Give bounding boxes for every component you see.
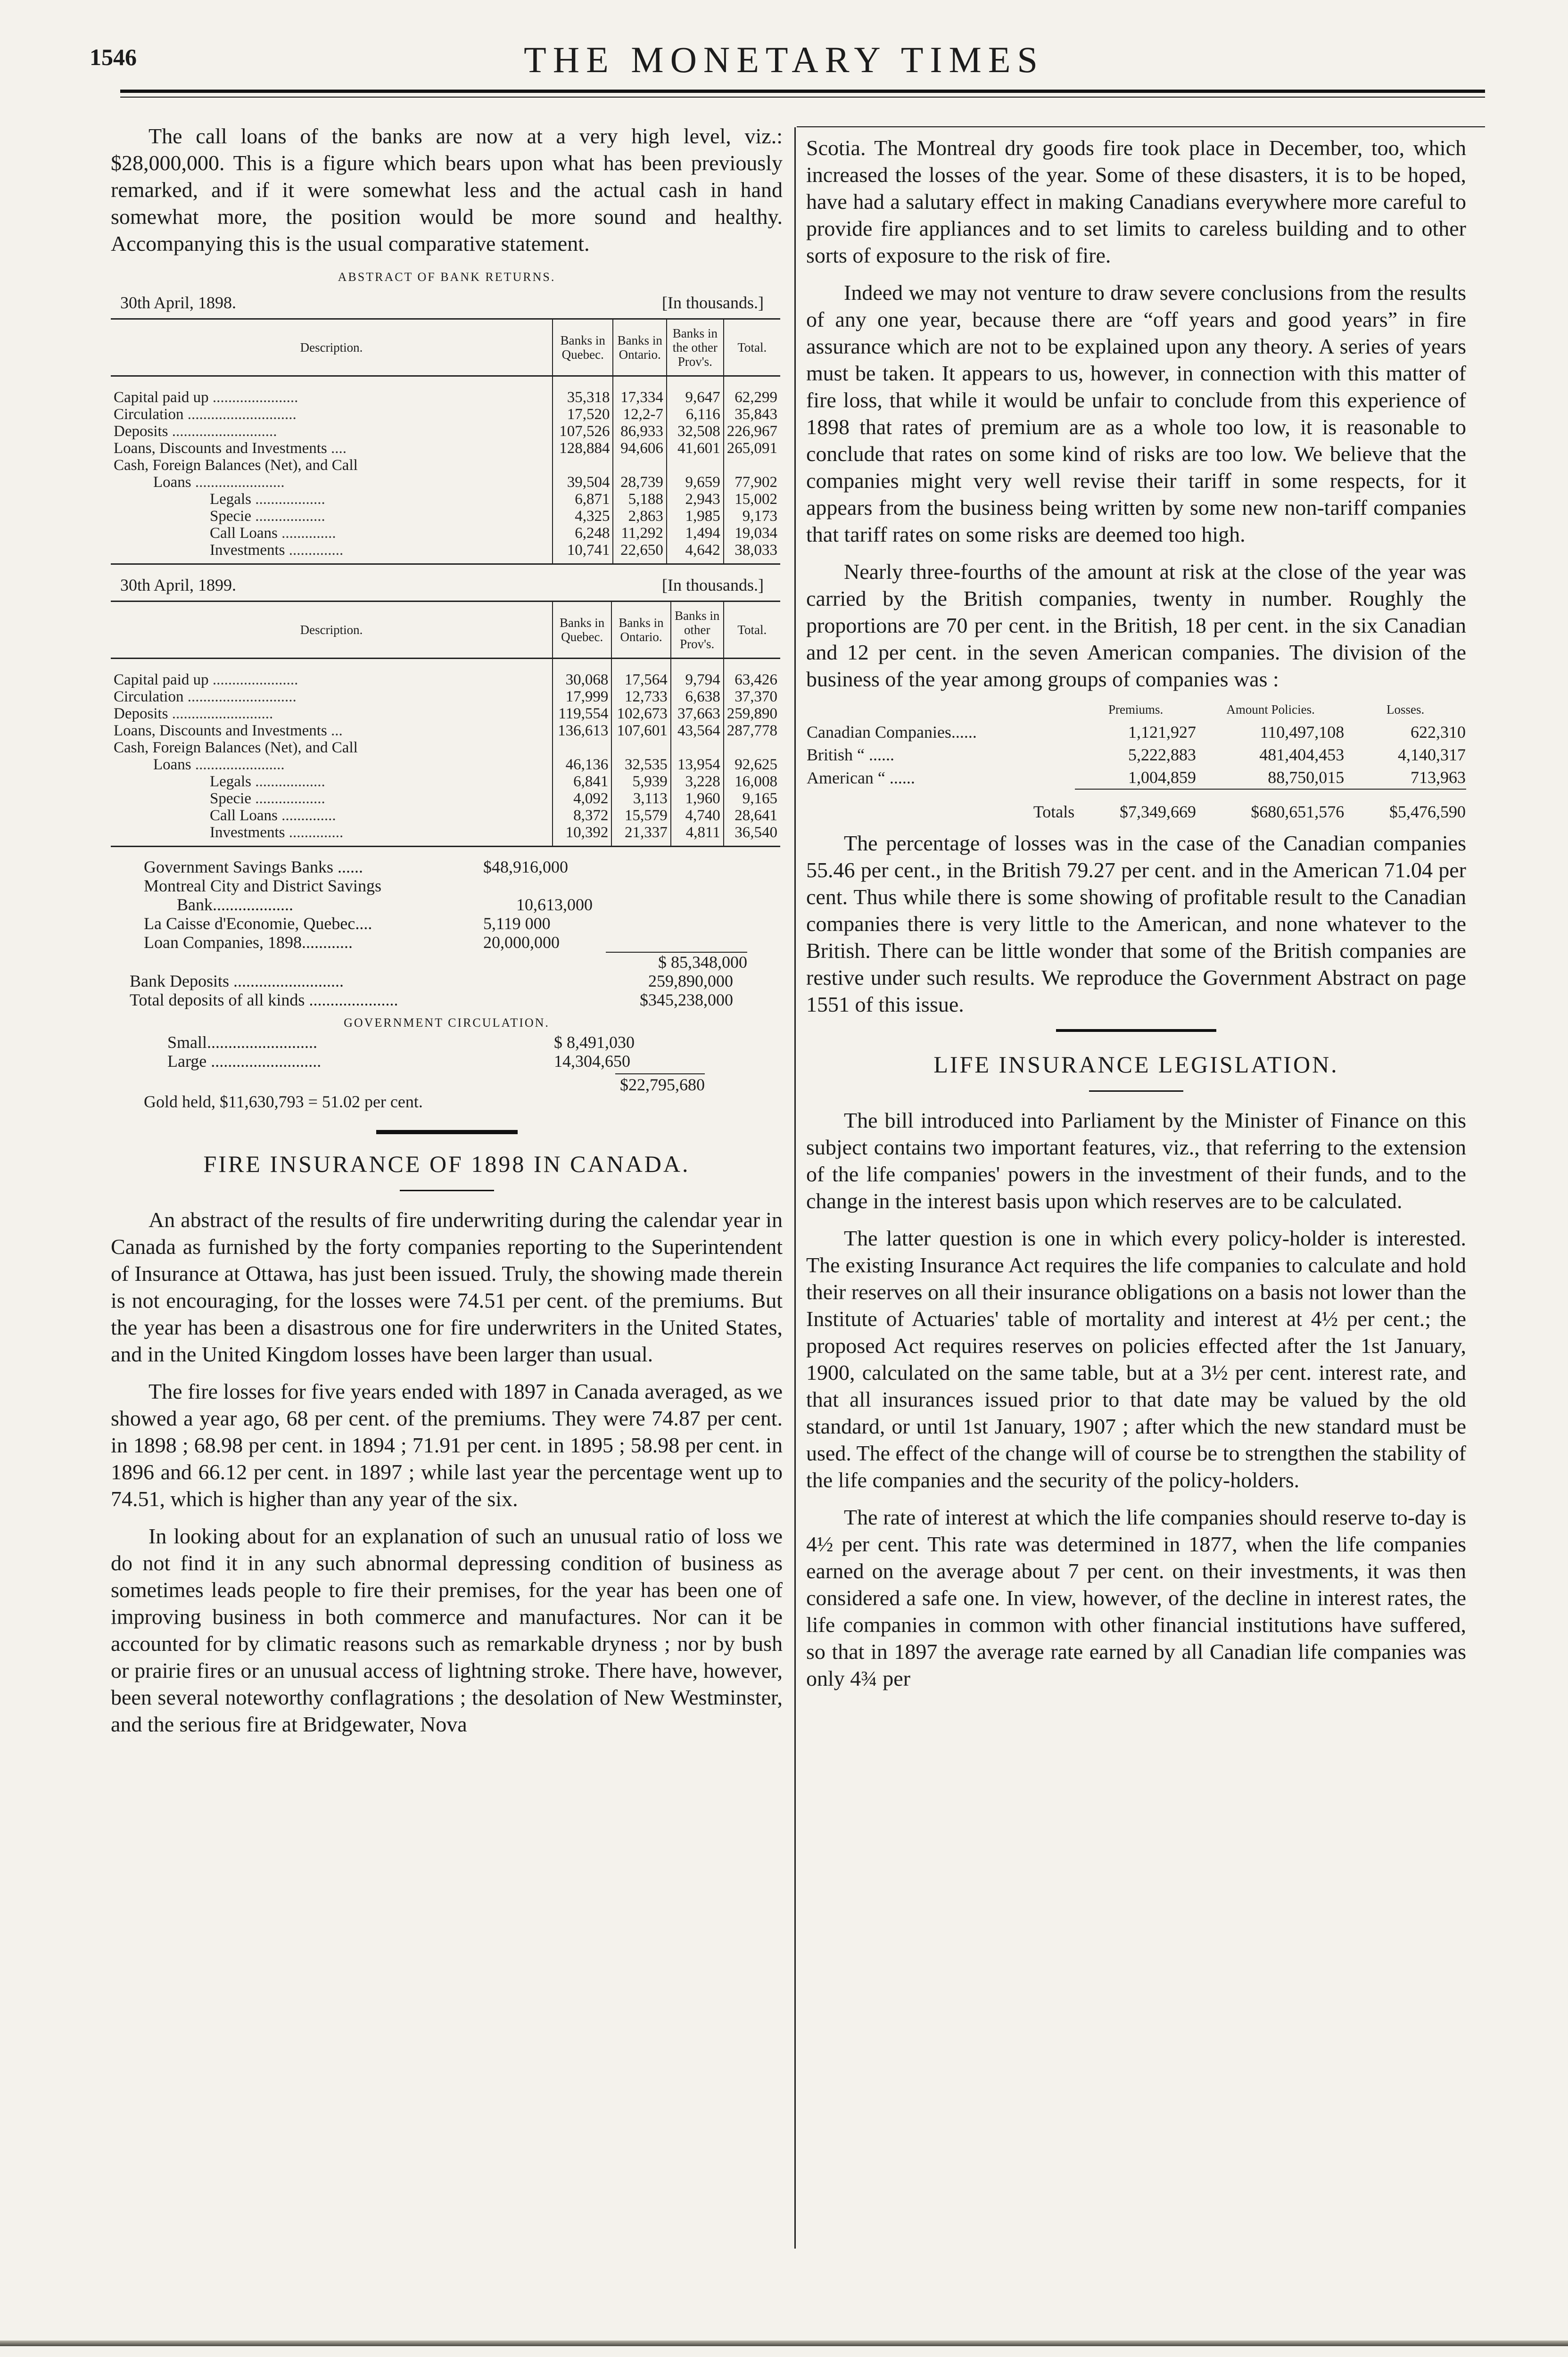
life-insurance-heading: LIFE INSURANCE LEGISLATION. <box>933 1051 1339 1078</box>
article-paragraph: The bill introduced into Parliament by the Minister of Finance on this subject contains two important features, viz., that referring to the extension of the life companies' powers in the investment of their funds, and to the change in the interest basis upon which reserves are to be calculated. <box>806 1108 1466 1213</box>
cell-policies: 88,750,015 <box>1268 768 1345 787</box>
row-label <box>111 756 553 773</box>
totals-losses: $5,476,590 <box>1345 789 1466 823</box>
intro-paragraph: The call loans of the banks are now at a very high level, viz.: $28,000,000. This is a figure which bears upon what has been previously remarked, and if it were somewhat less and the actual cash in hand somewhat more, the position would be more sound and healthy. Accompanying this is the usual comparative statement. <box>111 124 783 255</box>
summary-label: Montreal City and District Savings <box>144 876 381 895</box>
row-label <box>111 722 553 739</box>
row-leader: ............................ <box>187 688 297 705</box>
summary-label: Bank Deposits .......................... <box>130 972 344 990</box>
cell-t <box>724 457 780 474</box>
row-label-text: Legals <box>210 773 251 790</box>
cell-o: 17,564 <box>611 659 670 689</box>
table-row <box>111 705 780 722</box>
table-row <box>111 440 780 457</box>
section-divider <box>376 1130 518 1134</box>
summary-value: $48,916,000 <box>483 857 568 876</box>
cell-t: 77,902 <box>724 474 780 491</box>
row-label <box>111 440 553 457</box>
cell-t: 265,091 <box>724 440 780 457</box>
cell-t: 259,890 <box>724 705 780 722</box>
article-paragraph: An abstract of the results of fire underwriting during the calendar year in Canada as furnished by the forty companies reporting to the Superintendent of Insurance at Ottawa, has just been issued. Truly, the showing made therein is not encouraging, for the losses were 74.51 per cent. of the premiums. But the year has been a disastrous one for fire underwriters in the United States, and in the United Kingdom losses have been larger than usual. <box>111 1208 783 1366</box>
table-row <box>806 721 1466 743</box>
row-label-text: Deposits <box>114 705 168 722</box>
cell-q <box>553 739 611 756</box>
row-leader: .............. <box>281 807 336 824</box>
row-leader: ............................ <box>187 406 297 423</box>
cell-t: 28,641 <box>724 807 780 824</box>
circulation-value: 14,304,650 <box>554 1052 630 1071</box>
cell-q: 6,841 <box>553 773 611 790</box>
fire-article-continued <box>806 134 1466 692</box>
row-label <box>111 688 553 705</box>
row-label <box>111 807 553 824</box>
cell-q: 17,999 <box>553 688 611 705</box>
circulation-row <box>167 1052 783 1071</box>
column-header: Banks in Quebec. <box>553 319 613 376</box>
table-row <box>111 739 780 756</box>
article-paragraph: The fire losses for five years ended with 1897 in Canada averaged, as we showed a year ago, 68 per cent. of the premiums. They were 74.87 per cent. in 1898 ; 68.98 per cent. in 1894 ; 71.91 per cent. in 1895 ; 58.98 per cent. in 1896 and 66.12 per cent. in 1897 ; while last year the percentage went up to 74.51, which is higher than any year of the six. <box>111 1379 783 1511</box>
article-paragraph: The latter question is one in which every policy-holder is interested. The existing Insurance Act requires the life companies to calculate and hold their reserves on all their insurance obligations on a basis not lower than the Institute of Actuaries' table of mortality and interest at 4½ per cent.; the proposed Act requires reserves on policies effected after the 1st January, 1900, calculated on the same table, but at a 3½ per cent. interest rate, and that all insurances issued prior to that date may be valued by the old standard, or until 1st January, 1907 ; after which the new standard must be used. The effect of the change will of course be to strengthen the stability of the life companies and the security of the policy-holders. <box>806 1226 1466 1492</box>
cell-p: 2,943 <box>667 491 724 508</box>
row-label <box>111 508 553 525</box>
government-circulation-title: GOVERNMENT CIRCULATION. <box>344 1016 550 1030</box>
table-1898-date: 30th April, 1898. <box>120 293 237 312</box>
circulation-label: Small.......................... <box>167 1033 318 1052</box>
cell-premiums: 5,222,883 <box>1128 745 1196 764</box>
cell-o: 17,334 <box>613 376 666 406</box>
table-row <box>111 474 780 491</box>
cell-q: 4,092 <box>553 790 611 807</box>
article-paragraph: Indeed we may not venture to draw severe conclusions from the results of any one year, because there are “off years and good years” in fire assurance which are not to be explained upon any theory. A series of years must be taken. It appears to us, however, in connection with this matter of fire loss, that while it would be unfair to conclude from this experience of 1898 that rates of premium are as a whole too low, it is reasonable to conclude that rates on some kind of risks are too low. We believe that the companies might very well revise their tariff in some respects, for it appears from the business being written by some new non-tariff companies that tariff rates on some risks are deemed too high. <box>806 280 1466 546</box>
row-label-text: Capital paid up <box>114 389 209 406</box>
abstract-title: ABSTRACT OF BANK RETURNS. <box>338 270 556 284</box>
row-leader: ....................... <box>195 756 285 773</box>
row-label-text: Specie <box>210 790 251 807</box>
row-leader: .......................... <box>172 705 273 722</box>
article-paragraph: Scotia. The Montreal dry goods fire took place in December, too, which increased the losses of the year. Some of these disasters, it is to be hoped, have had a salutary effect in making Canadians everywhere more careful to provide fire appliances and to set limits to careless building and to other sorts of exposure to the risk of fire. <box>806 136 1466 267</box>
summary-row <box>111 876 783 895</box>
cell-p: 3,228 <box>671 773 724 790</box>
summary-total: 259,890,000 <box>648 972 733 990</box>
fire-insurance-heading: FIRE INSURANCE OF 1898 IN CANADA. <box>203 1151 690 1177</box>
cell-p: 6,638 <box>671 688 724 705</box>
cell-o: 15,579 <box>611 807 670 824</box>
table-row <box>111 756 780 773</box>
summary-total <box>606 857 747 876</box>
article-paragraph: In looking about for an explanation of such an unusual ratio of loss we do not find it in any such abnormal depressing condition of business as sometimes leads people to fire their premises, for the year has been one of improving business in both commerce and manufactures. Nor can it be accounted for by climatic reasons such as remarkable dryness ; nor by bush or prairie fires or an unusual access of lightning stroke. There have, however, been several noteworthy conflagrations ; the desolation of New Westminster, and the serious fire at Bridgewater, Nova <box>111 1524 783 1736</box>
cell-q: 35,318 <box>553 376 613 406</box>
column-header: Description. <box>111 602 553 659</box>
summary-value <box>469 972 592 990</box>
cell-losses: 713,963 <box>1411 768 1466 787</box>
cell-p: 37,663 <box>671 705 724 722</box>
summary-value <box>483 876 606 895</box>
column-header: Banks in Ontario. <box>611 602 670 659</box>
table-row <box>111 491 780 508</box>
cell-label: Canadian Companies...... <box>807 723 977 742</box>
summary-total: $ 85,348,000 <box>606 952 747 972</box>
cell-q: 136,613 <box>553 722 611 739</box>
row-leader: .............. <box>281 525 336 542</box>
cell-q: 39,504 <box>553 474 613 491</box>
table-row <box>806 743 1466 766</box>
column-divider <box>794 127 796 2249</box>
row-label <box>111 376 553 406</box>
deposits-summary <box>111 857 783 1009</box>
summary-row <box>111 990 783 1009</box>
row-label <box>111 423 553 440</box>
cell-o <box>611 739 670 756</box>
page-number: 1546 <box>90 44 137 70</box>
cell-t: 92,625 <box>724 756 780 773</box>
summary-label <box>111 952 483 972</box>
heading-underline <box>400 1190 494 1191</box>
cell-p: 41,601 <box>667 440 724 457</box>
cell-t: 19,034 <box>724 525 780 542</box>
row-label-text: Call Loans <box>210 807 278 824</box>
row-label <box>111 542 553 564</box>
fire-business-table <box>806 702 1466 823</box>
masthead-title: THE MONETARY TIMES <box>524 39 1044 80</box>
circulation-summary <box>111 1033 783 1071</box>
cell-t: 16,008 <box>724 773 780 790</box>
cell-o: 5,939 <box>611 773 670 790</box>
row-label-text: Loans, Discounts and Investments <box>114 440 327 457</box>
cell-o: 5,188 <box>613 491 666 508</box>
column-header: Losses. <box>1386 702 1425 717</box>
section-divider <box>1056 1029 1216 1032</box>
table-row <box>806 766 1466 789</box>
cell-p: 32,508 <box>667 423 724 440</box>
table-row <box>111 790 780 807</box>
summary-row <box>111 914 783 933</box>
left-column <box>111 123 783 1738</box>
row-leader: .................. <box>255 508 325 525</box>
cell-q: 6,248 <box>553 525 613 542</box>
summary-value: 20,000,000 <box>483 933 560 952</box>
cell-o: 21,337 <box>611 824 670 847</box>
cell-q: 10,392 <box>553 824 611 847</box>
circulation-label: Large .......................... <box>167 1052 322 1071</box>
cell-label: British “ ...... <box>807 745 894 764</box>
table-row <box>111 457 780 474</box>
row-label-text: Circulation <box>114 406 184 423</box>
column-header: Amount Policies. <box>1226 702 1315 717</box>
life-article-body <box>806 1107 1466 1692</box>
masthead-rule-thin <box>120 97 1485 98</box>
row-label-text: Loans <box>153 474 191 491</box>
summary-value <box>469 990 592 1009</box>
fire-losses-paragraph: The percentage of losses was in the case of the Canadian companies 55.46 per cent., in the British 79.27 per cent. and in the American 71.04 per cent. Thus while there is some showing of profitable result to the Canadian companies there is very little to the American, and none whatever to the British. There can be little wonder that some of the British companies are restive under such results. We reproduce the Government Abstract on page 1551 of this issue. <box>806 831 1466 1016</box>
cell-o: 12,2-7 <box>613 406 666 423</box>
table-1898-caption <box>111 293 783 313</box>
cell-t: 36,540 <box>724 824 780 847</box>
cell-premiums: 1,004,859 <box>1128 768 1196 787</box>
cell-p <box>671 739 724 756</box>
cell-t: 226,967 <box>724 423 780 440</box>
row-leader: ...................... <box>212 671 298 688</box>
table-row <box>111 722 780 739</box>
gold-held-text: Gold held, $11,630,793 = 51.02 per cent. <box>144 1092 423 1111</box>
row-label-text: Investments <box>210 824 285 841</box>
masthead-rule-thick <box>120 90 1485 93</box>
cell-t: 35,843 <box>724 406 780 423</box>
summary-total <box>606 914 747 933</box>
cell-q: 119,554 <box>553 705 611 722</box>
row-leader: ...................... <box>212 389 298 406</box>
cell-t: 38,033 <box>724 542 780 564</box>
cell-o: 22,650 <box>613 542 666 564</box>
summary-row <box>111 972 783 990</box>
cell-t: 62,299 <box>724 376 780 406</box>
column-header: Banks in other Prov's. <box>671 602 724 659</box>
cell-p: 4,811 <box>671 824 724 847</box>
row-label <box>111 406 553 423</box>
column-header: Total. <box>724 602 780 659</box>
summary-total <box>606 933 747 952</box>
row-leader: .............. <box>289 542 344 559</box>
summary-label: Loan Companies, 1898............ <box>144 933 353 952</box>
row-label-text: Capital paid up <box>114 671 209 688</box>
row-label <box>111 659 553 689</box>
totals-premiums: $7,349,669 <box>1075 789 1197 823</box>
row-leader: .................. <box>255 773 325 790</box>
cell-o: 12,733 <box>611 688 670 705</box>
fire-article-body <box>111 1206 783 1738</box>
cell-p: 4,740 <box>671 807 724 824</box>
cell-q: 8,372 <box>553 807 611 824</box>
circulation-row <box>167 1033 783 1052</box>
summary-row <box>111 952 783 972</box>
table-row <box>111 659 780 689</box>
table-row <box>111 525 780 542</box>
column-header: Banks in Quebec. <box>553 602 611 659</box>
table-row <box>111 824 780 847</box>
cell-t: 63,426 <box>724 659 780 689</box>
summary-label: Bank................... <box>177 895 293 914</box>
cell-premiums: 1,121,927 <box>1128 723 1196 742</box>
cell-q <box>553 457 613 474</box>
cell-p: 9,647 <box>667 376 724 406</box>
row-label-text: Specie <box>210 508 251 525</box>
cell-p: 9,794 <box>671 659 724 689</box>
totals-policies: $680,651,576 <box>1197 789 1345 823</box>
bank-returns-1898-table <box>111 318 780 565</box>
cell-losses: 622,310 <box>1411 723 1466 742</box>
cell-label: American “ ...... <box>807 768 915 787</box>
cell-policies: 110,497,108 <box>1260 723 1345 742</box>
summary-value: 5,119 000 <box>483 914 551 933</box>
totals-label: Totals <box>1033 802 1075 821</box>
row-label <box>111 474 553 491</box>
table-row <box>111 423 780 440</box>
article-paragraph: The rate of interest at which the life companies should reserve to-day is 4½ per cent. This rate was determined in 1877, when the life companies earned on the average about 7 per cent. on their investments, it was then considered a safe one. In view, however, of the decline in interest rates, the life companies in common with other financial institutions have suffered, so that in 1897 the average rate earned by all Canadian life companies was only 4¾ per <box>806 1505 1466 1690</box>
column-header: Description. <box>111 319 553 376</box>
row-label-text: Loans, Discounts and Investments <box>114 722 327 739</box>
cell-o: 94,606 <box>613 440 666 457</box>
row-label <box>111 824 553 847</box>
summary-label: La Caisse d'Economie, Quebec.... <box>144 914 372 933</box>
article-paragraph: Nearly three-fourths of the amount at risk at the close of the year was carried by the British companies, twenty in number. Roughly the proportions are 70 per cent. in the British, 18 per cent. in the six Canadian and 12 per cent. in the seven American companies. The division of the business of the year among groups of companies was : <box>806 560 1466 691</box>
row-label <box>111 457 553 474</box>
row-leader: ....................... <box>195 474 285 491</box>
row-label <box>111 525 553 542</box>
row-label-text: Cash, Foreign Balances (Net), and Call <box>114 739 358 756</box>
row-leader: ........................... <box>172 423 277 440</box>
row-label-text: Loans <box>153 756 191 773</box>
table-row <box>111 406 780 423</box>
cell-t <box>724 739 780 756</box>
bank-returns-1899-table <box>111 601 780 847</box>
summary-label: Government Savings Banks ...... <box>144 857 363 876</box>
cell-o: 11,292 <box>613 525 666 542</box>
cell-o: 28,739 <box>613 474 666 491</box>
cell-p: 43,564 <box>671 722 724 739</box>
table-1899-date: 30th April, 1899. <box>120 576 237 594</box>
right-column <box>806 134 1466 1692</box>
cell-q: 17,520 <box>553 406 613 423</box>
cell-q: 4,325 <box>553 508 613 525</box>
summary-total: $345,238,000 <box>640 990 733 1009</box>
cell-q: 30,068 <box>553 659 611 689</box>
cell-o: 86,933 <box>613 423 666 440</box>
summary-total <box>639 895 780 914</box>
circulation-total: $22,795,680 <box>615 1073 705 1111</box>
cell-o: 107,601 <box>611 722 670 739</box>
summary-row <box>111 857 783 876</box>
summary-row <box>111 895 783 914</box>
cell-t: 9,173 <box>724 508 780 525</box>
row-label <box>111 739 553 756</box>
cell-q: 128,884 <box>553 440 613 457</box>
table-1899-unit: [In thousands.] <box>662 576 764 594</box>
summary-row <box>111 933 783 952</box>
row-label-text: Circulation <box>114 688 184 705</box>
table-row <box>111 807 780 824</box>
column-header: Banks in Ontario. <box>613 319 666 376</box>
summary-total <box>606 876 747 895</box>
row-label-text: Call Loans <box>210 525 278 542</box>
cell-q: 107,526 <box>553 423 613 440</box>
row-leader: .............. <box>289 824 344 841</box>
row-label-text: Cash, Foreign Balances (Net), and Call <box>114 457 358 474</box>
table-row <box>111 688 780 705</box>
table-row <box>111 376 780 406</box>
table-row <box>111 542 780 564</box>
row-label <box>111 491 553 508</box>
column-header: Banks in the other Prov's. <box>667 319 724 376</box>
heading-underline <box>1089 1090 1183 1092</box>
cell-q: 6,871 <box>553 491 613 508</box>
column-header: Total. <box>724 319 780 376</box>
cell-o: 3,113 <box>611 790 670 807</box>
cell-p: 1,494 <box>667 525 724 542</box>
row-leader: .... <box>331 440 347 457</box>
summary-label: Total deposits of all kinds ..................... <box>130 990 398 1009</box>
cell-o: 32,535 <box>611 756 670 773</box>
cell-o: 2,863 <box>613 508 666 525</box>
table-1899-caption <box>111 575 783 595</box>
table-1898-unit: [In thousands.] <box>662 293 764 312</box>
cell-t: 9,165 <box>724 790 780 807</box>
column-header <box>806 702 1075 721</box>
cell-t: 15,002 <box>724 491 780 508</box>
row-leader: ... <box>331 722 343 739</box>
table-row <box>111 508 780 525</box>
totals-row <box>806 789 1466 823</box>
cell-p: 13,954 <box>671 756 724 773</box>
column-header: Premiums. <box>1108 702 1164 717</box>
row-leader: .................. <box>255 491 325 508</box>
row-label <box>111 705 553 722</box>
row-label-text: Investments <box>210 542 285 559</box>
cell-p: 1,985 <box>667 508 724 525</box>
cell-p <box>667 457 724 474</box>
cell-losses: 4,140,317 <box>1398 745 1466 764</box>
cell-p: 4,642 <box>667 542 724 564</box>
gold-held-line <box>111 1073 783 1111</box>
page-bottom-edge <box>0 2341 1568 2346</box>
table-row <box>111 773 780 790</box>
cell-p: 1,960 <box>671 790 724 807</box>
summary-value: 10,613,000 <box>516 895 593 914</box>
row-leader: .................. <box>255 790 325 807</box>
cell-p: 9,659 <box>667 474 724 491</box>
cell-q: 10,741 <box>553 542 613 564</box>
cell-o: 102,673 <box>611 705 670 722</box>
row-label <box>111 773 553 790</box>
row-label <box>111 790 553 807</box>
cell-o <box>613 457 666 474</box>
summary-value <box>483 952 606 972</box>
cell-policies: 481,404,453 <box>1259 745 1345 764</box>
row-label-text: Deposits <box>114 423 168 440</box>
masthead-rule-thin-2 <box>797 126 1485 127</box>
circulation-value: $ 8,491,030 <box>554 1033 635 1052</box>
cell-p: 6,116 <box>667 406 724 423</box>
row-label-text: Legals <box>210 491 251 508</box>
cell-t: 287,778 <box>724 722 780 739</box>
cell-t: 37,370 <box>724 688 780 705</box>
cell-q: 46,136 <box>553 756 611 773</box>
